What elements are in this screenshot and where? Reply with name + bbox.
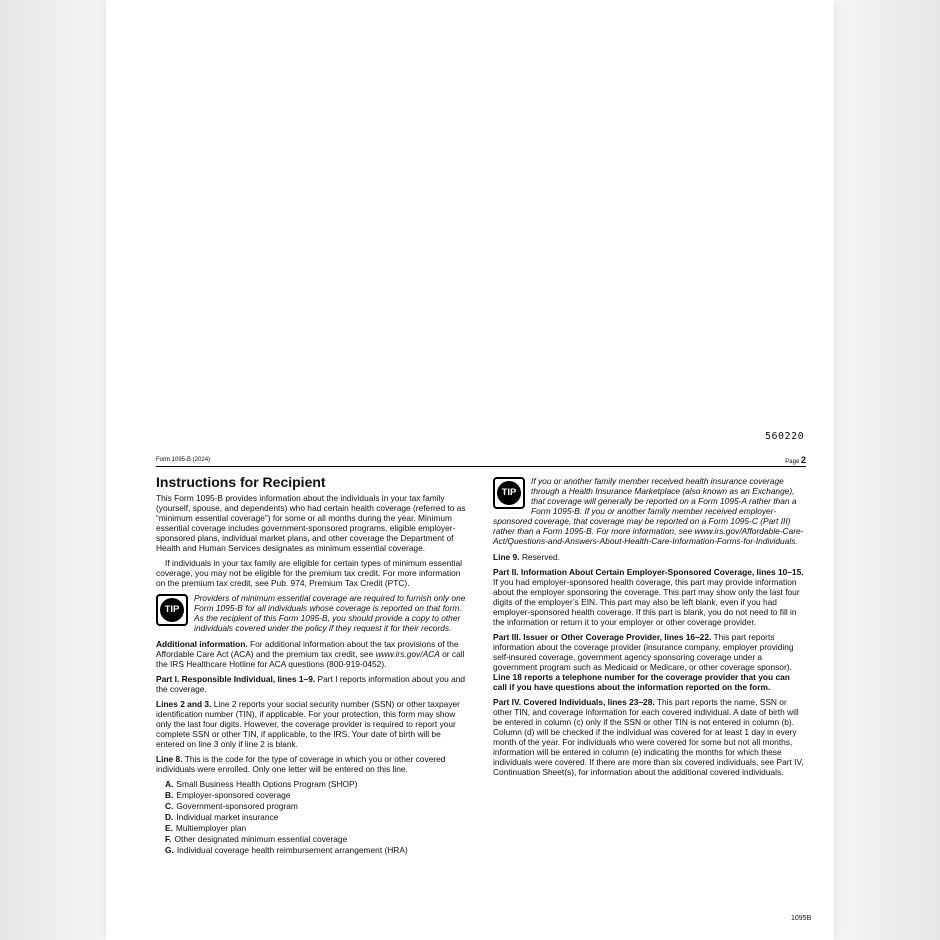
code-letter: B. [165,790,174,800]
page-indicator [785,455,806,465]
form-header [156,455,806,467]
list-item [165,812,466,823]
additional-info-heading: Additional information. [156,639,248,649]
lines-2-3-text: Line 2 reports your social security number (SSN) or other taxpayer identification number (TIN), if applicable. For your protection, this form may show only the last four digits. However, the coverage provider is required to report your complete SSN or other TIN, if applicable, to the IRS. Your date of birth will be entered on line 3 only if line 2 is blank. [156,699,460,749]
additional-info-paragraph [156,639,466,669]
code-text: Individual market insurance [176,812,279,822]
code-text: Multiemployer plan [175,823,247,833]
part4-text: This part reports the name, SSN or other TIN, and coverage information for each covered individual. A date of birth will be entered in column (c) only if the SSN or other TIN is not entered in column (b). Column (d) will be checked if the individual was covered for at least 1 day in every month of the year. For individuals who were covered for some but not all months, information will be entered in column (e) indicating the months for which these individuals were covered. If there are more than six covered individuals, see Part IV, Continuation Sheet(s), for information about the additional covered individuals. [493,697,804,777]
tip-text-1: Providers of minimum essential coverage are required to furnish only one Form 1095-B for all individuals whose coverage is reported on that form. As the recipient of this Form 1095-B, you should provide a copy to other individuals covered under the policy if they request it for their records. [194,593,466,633]
line9-paragraph [493,552,805,562]
code-letter: F. [165,834,172,844]
page-label: Page [785,459,800,465]
code-text: Small Business Health Options Program (SHOP) [176,779,358,789]
tip-icon [493,477,525,509]
part3-heading: Part III. Issuer or Other Coverage Provider, lines 16–22. [493,632,712,642]
coverage-code-list [156,779,466,856]
line8-text: This is the code for the type of coverage in which you or other covered individuals were enrolled. Only one letter will be entered on this line. [156,754,446,774]
part2-paragraph [493,567,805,627]
code-letter: E. [165,823,173,833]
list-item [165,834,466,845]
code-letter: D. [165,812,174,822]
list-item [165,779,466,790]
barcode-number: 560220 [765,431,805,442]
tip-block-1 [156,593,466,633]
tip-icon [156,594,188,626]
tip-icon-label: TIP [160,598,184,622]
code-letter: C. [165,801,174,811]
part3-bold-text: Line 18 reports a telephone number for the coverage provider that you can call if you have questions about the information reported on the form. [493,672,790,692]
line8-paragraph [156,754,466,774]
part4-heading: Part IV. Covered Individuals, lines 23–28. [493,697,655,707]
page-number: 2 [800,455,806,465]
additional-info-text-1: For additional information about the tax provisions of the Affordable Care Act (ACA) and the premium tax credit, see [156,639,459,659]
part3-paragraph [493,632,805,692]
left-column [156,474,466,856]
lines-2-3-heading: Lines 2 and 3. [156,699,212,709]
line9-heading: Line 9. [493,552,520,562]
part2-heading: Part II. Information About Certain Employer-Sponsored Coverage, lines 10–15. [493,567,804,577]
additional-info-text-2: or call the IRS Healthcare Hotline for ACA questions (800-919-0452). [156,649,465,669]
list-item [165,801,466,812]
part3-text: This part reports information about the coverage provider (insurance company, employer providing self-insured coverage, government agency sponsoring coverage under a government program such as Medicaid or Medicare, or other coverage sponsor). [493,632,794,672]
line9-text: Reserved. [521,552,561,562]
intro-paragraph-1: This Form 1095-B provides information about the individuals in your tax family (yourself, spouse, and dependents) who had certain health coverage (referred to as “minimum essential coverage”) for some or all months during the year. Minimum essential coverage includes government-sponsored programs, eligible employer-sponsored plans, individual market plans, and other coverage the Department of Health and Human Services designates as minimum essential coverage. [156,493,466,553]
page-title: Instructions for Recipient [156,474,326,490]
line8-heading: Line 8. [156,754,183,764]
code-text: Other designated minimum essential coverage [174,834,348,844]
tip-block-2 [493,476,805,546]
code-text: Individual coverage health reimbursement arrangement (HRA) [176,845,408,855]
part1-heading: Part I. Responsible Individual, lines 1–9. [156,674,316,684]
tip-text-2: If you or another family member received health insurance coverage through a Health Insurance Marketplace (also known as an Exchange), that coverage will generally be reported on a Form 1095-A rather than a Form 1095-B. If you or another family member received employer-sponsored coverage, that coverage may be reported on a Form 1095-C (Part III) rather than a Form 1095-B. For more information, see www.irs.gov/Affordable-Care-Act/Questions-and-Answers-About-Health-Care-Information-Forms-for-Individuals. [493,476,804,546]
list-item [165,790,466,801]
irs-aca-link[interactable]: www.irs.gov/ACA [375,649,440,659]
code-text: Government-sponsored program [176,801,298,811]
list-item [165,823,466,834]
part4-paragraph [493,697,805,777]
code-letter: G. [165,845,174,855]
tip-icon-label: TIP [497,481,521,505]
part1-text: Part I reports information about you and the coverage. [156,674,466,694]
footer-form-code: 1095B [791,915,812,922]
right-column [493,476,805,782]
code-letter: A. [165,779,174,789]
code-text: Employer-sponsored coverage [176,790,291,800]
intro-paragraph-2: If individuals in your tax family are eligible for certain types of minimum essential coverage, you may not be eligible for the premium tax credit. For more information on the premium tax credit, see Pub. 974, Premium Tax Credit (PTC). [156,558,462,588]
form-label: Form 1095-B (2024) [156,457,211,463]
part2-text: If you had employer-sponsored health coverage, this part may provide information about the employer sponsoring the coverage. This part may show only the last four digits of the employer’s EIN. This part may also be left blank, even if you had employer-sponsored health coverage. If this part is blank, you do not need to fill in the information or return it to your employer or other coverage provider. [493,577,800,627]
lines-2-3-paragraph [156,699,466,749]
list-item [165,845,466,856]
part1-paragraph [156,674,466,694]
